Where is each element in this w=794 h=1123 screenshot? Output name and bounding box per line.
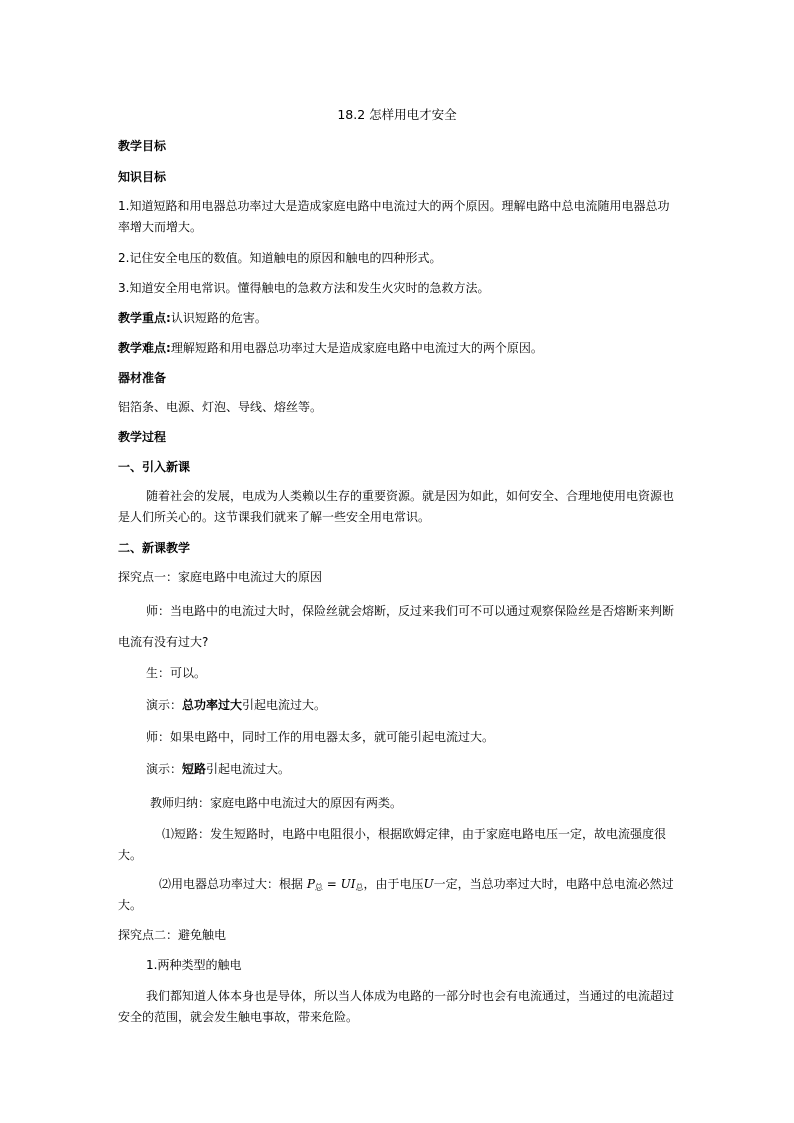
difficulty-point bbox=[118, 340, 678, 356]
difficulty-label: 教学难点: bbox=[118, 341, 171, 355]
demo-2-prefix: 演示： bbox=[146, 762, 183, 776]
intro-line-1: 随着社会的发展，电成为人类赖以生存的重要资源。就是因为如此，如何安全、合理地使用电资源也 bbox=[146, 489, 675, 503]
teacher-line-1b: 电流有没有过大? bbox=[118, 635, 209, 649]
demo-2-suffix: 引起电流过大。 bbox=[206, 762, 291, 776]
power-subscript: 总 bbox=[314, 883, 323, 892]
body-conductor-line-2: 安全的范围，就会发生触电事故，带来危险。 bbox=[118, 1010, 359, 1024]
demo-1-suffix: 引起电流过大。 bbox=[242, 698, 327, 712]
equipment-heading: 器材准备 bbox=[118, 371, 167, 385]
demo-1 bbox=[146, 697, 706, 713]
student-reply: 生：可以。 bbox=[146, 666, 207, 680]
teacher-line-1a: 师：当电路中的电流过大时，保险丝就会熔断，反过来我们可不可以通过观察保险丝是否熔断来判断 bbox=[146, 604, 675, 618]
demo-2 bbox=[146, 761, 706, 777]
equals-sign: = bbox=[322, 877, 341, 891]
body-conductor-line-1: 我们都知道人体本身也是导体，所以当人体成为电路的一部分时也会有电流通过，当通过的电流超过 bbox=[146, 989, 675, 1003]
reason-2-prefix: ⑵用电器总功率过大：根据 bbox=[159, 877, 304, 891]
reason-2-suffix: 一定，当总功率过大时，电路中总电流必然过 bbox=[433, 877, 674, 891]
current-subscript: 总 bbox=[355, 883, 364, 892]
teacher-line-2: 师：如果电路中，同时工作的用电器太多，就可能引起电流过大。 bbox=[146, 730, 495, 744]
explore-point-1: 探究点一：家庭电路中电流过大的原因 bbox=[118, 570, 323, 584]
goal-1-line-2: 率增大而增大。 bbox=[118, 220, 203, 234]
difficulty-text: 理解短路和用电器总功率过大是造成家庭电路中电流过大的两个原因。 bbox=[170, 341, 543, 355]
goal-2: 2.记住安全电压的数值。知道触电的原因和触电的四种形式。 bbox=[118, 251, 442, 265]
demo-2-bold: 短路 bbox=[182, 762, 207, 776]
reason-2-line-2: 大。 bbox=[118, 898, 143, 912]
voltage-symbol: U bbox=[423, 877, 434, 891]
reason-2-line-1 bbox=[159, 876, 719, 896]
knowledge-goals-heading: 知识目标 bbox=[118, 170, 167, 184]
demo-1-prefix: 演示： bbox=[146, 698, 183, 712]
shock-types-heading: 1.两种类型的触电 bbox=[146, 958, 242, 972]
goal-1-line-1: 1.知道短路和用电器总功率过大是造成家庭电路中电流过大的两个原因。理解电路中总电流随用电器总功 bbox=[118, 199, 670, 213]
reason-2-mid: ，由于电压 bbox=[363, 877, 424, 891]
reason-1-line-2: 大。 bbox=[118, 848, 143, 862]
key-point-label: 教学重点: bbox=[118, 311, 171, 325]
explore-point-2: 探究点二：避免触电 bbox=[118, 928, 227, 942]
reason-1-line-1: ⑴短路：发生短路时，电路中电阻很小，根据欧姆定律，由于家庭电路电压一定，故电流强度很 bbox=[162, 827, 667, 841]
page-title: 18.2 怎样用电才安全 bbox=[337, 107, 457, 122]
process-heading: 教学过程 bbox=[118, 430, 167, 444]
equipment-text: 铝箔条、电源、灯泡、导线、熔丝等。 bbox=[118, 400, 323, 414]
section-1-heading: 一、引入新课 bbox=[118, 460, 191, 474]
power-symbol: P bbox=[306, 877, 315, 891]
intro-line-2: 是人们所关心的。这节课我们就来了解一些安全用电常识。 bbox=[118, 510, 431, 524]
section-2-heading: 二、新课教学 bbox=[118, 541, 191, 555]
teacher-summary: 教师归纳：家庭电路中电流过大的原因有两类。 bbox=[150, 796, 403, 810]
teaching-goals-heading: 教学目标 bbox=[118, 139, 167, 153]
key-point bbox=[118, 310, 678, 326]
key-point-text: 认识短路的危害。 bbox=[170, 311, 267, 325]
goal-3: 3.知道安全用电常识。懂得触电的急救方法和发生火灾时的急救方法。 bbox=[118, 281, 490, 295]
voltage-current-symbol: UI bbox=[340, 877, 356, 891]
demo-1-bold: 总功率过大 bbox=[182, 698, 243, 712]
